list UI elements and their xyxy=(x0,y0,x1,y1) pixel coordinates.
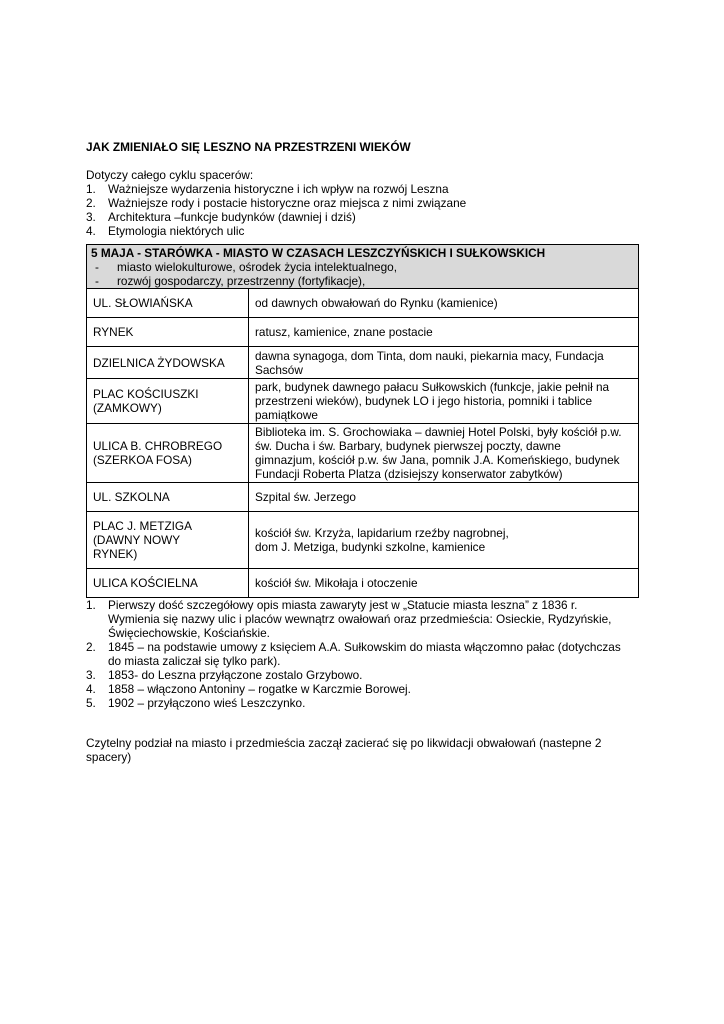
note-number: 1. xyxy=(86,598,96,612)
note-line: 1858 – włączono Antoniny – rogatke w Karczmie Borowej. xyxy=(108,682,411,696)
table-row xyxy=(87,289,639,318)
intro-list-item xyxy=(86,182,638,196)
place-cell xyxy=(87,424,249,483)
history-notes-list xyxy=(86,598,638,710)
list-number: 3. xyxy=(86,210,96,224)
note-line: Wymienia się nazwy ulic i placów wewnątrz owałowań oraz przedmieścia: Osieckie, Rydzyńskie, xyxy=(108,612,612,626)
place-line: (DAWNY NOWY xyxy=(93,533,181,547)
bullet-text: miasto wielokulturowe, ośrodek życia intelektualnego, xyxy=(117,260,397,274)
intro-list-item xyxy=(86,210,638,224)
description-line: Szpital św. Jerzego xyxy=(255,490,356,504)
description-line: Biblioteka im. S. Grochowiaka – dawniej Hotel Polski, były kościół p.w. xyxy=(255,425,622,439)
note-number: 2. xyxy=(86,640,96,654)
note-item xyxy=(86,696,638,710)
note-number: 3. xyxy=(86,668,96,682)
description-cell xyxy=(249,424,639,483)
place-line: (SZERKOA FOSA) xyxy=(93,453,192,467)
note-line: Pierwszy dość szczegółowy opis miasta zawaryty jest w „Statucie miasta leszna” z 1836 r. xyxy=(108,598,578,612)
place-line: (ZAMKOWY) xyxy=(93,401,162,415)
intro-list xyxy=(86,182,638,238)
list-number: 1. xyxy=(86,182,96,196)
description-line: Fundacji Roberta Platza (dzisiejszy konserwator zabytków) xyxy=(255,467,563,481)
intro-heading: Dotyczy całego cyklu spacerów: xyxy=(86,168,254,182)
closing-line: Czytelny podział na miasto i przedmieścia zaczął zacierać się po likwidacji obwałowań (nastepne 2 xyxy=(86,736,602,750)
closing-line: spacery) xyxy=(86,750,132,764)
table-row xyxy=(87,424,639,483)
place-line: UL. SŁOWIAŃSKA xyxy=(93,296,193,310)
table-row xyxy=(87,483,639,512)
place-line: UL. SZKOLNA xyxy=(93,490,170,504)
table-header-row xyxy=(87,245,639,289)
note-item xyxy=(86,682,638,696)
list-text: Ważniejsze rody i postacie historyczne oraz miejsca z nimi związane xyxy=(108,196,467,210)
place-line: ULICA KOŚCIELNA xyxy=(93,576,198,590)
note-item xyxy=(86,668,638,682)
description-cell xyxy=(249,289,639,318)
table-row xyxy=(87,347,639,379)
description-line: kościół św. Krzyża, lapidarium rzeźby nagrobnej, xyxy=(255,526,509,540)
description-cell xyxy=(249,483,639,512)
description-line: pamiątkowe xyxy=(255,408,318,422)
note-number: 4. xyxy=(86,682,96,696)
place-cell xyxy=(87,379,249,424)
table-row xyxy=(87,318,639,347)
document-page xyxy=(86,140,638,764)
place-line: RYNEK) xyxy=(93,547,138,561)
note-line: 1845 – na podstawie umowy z księciem A.A. Sułkowskim do miasta włączomno pałac (dotychczas xyxy=(108,640,621,654)
bullet-dash: - xyxy=(95,260,99,274)
description-line: gimnazjum, kościół p.w. św Jana, pomnik J.A. Komeńskiego, budynek xyxy=(255,453,620,467)
description-cell xyxy=(249,318,639,347)
note-line: 1853- do Leszna przyłączone zostalo Grzybowo. xyxy=(108,668,363,682)
table-row xyxy=(87,512,639,569)
note-item xyxy=(86,598,638,640)
place-cell xyxy=(87,347,249,379)
list-text: Ważniejsze wydarzenia historyczne i ich wpływ na rozwój Leszna xyxy=(108,182,449,196)
description-line: dawna synagoga, dom Tinta, dom nauki, piekarnia macy, Fundacja xyxy=(255,348,604,363)
place-cell xyxy=(87,289,249,318)
place-line: DZIELNICA ŻYDOWSKA xyxy=(93,355,225,370)
note-number: 5. xyxy=(86,696,96,710)
description-cell xyxy=(249,569,639,598)
note-item xyxy=(86,640,638,668)
description-cell xyxy=(249,347,639,379)
header-bullet xyxy=(91,260,634,274)
intro-list-item xyxy=(86,196,638,210)
description-line: ratusz, kamienice, znane postacie xyxy=(255,325,433,339)
place-line: ULICA B. CHROBREGO xyxy=(93,439,223,453)
list-text: Architektura –funkcje budynków (dawniej i dziś) xyxy=(108,210,356,224)
closing-paragraph xyxy=(86,736,638,764)
intro-list-item xyxy=(86,224,638,238)
header-bullet xyxy=(91,274,634,288)
place-cell xyxy=(87,569,249,598)
place-cell xyxy=(87,483,249,512)
description-line: przestrzeni wieków), budynek LO i jego historia, pomniki i tablice xyxy=(255,394,593,408)
list-number: 4. xyxy=(86,224,96,238)
description-cell xyxy=(249,512,639,569)
list-text: Etymologia niektórych ulic xyxy=(108,224,245,238)
table-row xyxy=(87,569,639,598)
bullet-text: rozwój gospodarczy, przestrzenny (fortyfikacje), xyxy=(117,274,366,288)
place-line: RYNEK xyxy=(93,325,134,339)
place-line: PLAC J. METZIGA xyxy=(93,519,192,533)
description-line: od dawnych obwałowań do Rynku (kamienice) xyxy=(255,296,498,310)
table-header-cell xyxy=(87,245,639,289)
route-table xyxy=(86,244,639,598)
table-header-title: 5 MAJA - STARÓWKA - MIASTO W CZASACH LESZCZYŃSKICH I SUŁKOWSKICH xyxy=(91,246,546,260)
list-number: 2. xyxy=(86,196,96,210)
description-line: św. Ducha i św. Barbary, budynek pierwszej poczty, dawne xyxy=(255,439,561,453)
place-cell xyxy=(87,512,249,569)
description-cell xyxy=(249,379,639,424)
description-line: Sachsów xyxy=(255,362,303,377)
place-cell xyxy=(87,318,249,347)
description-line: park, budynek dawnego pałacu Sułkowskich (funkcje, jakie pełnił na xyxy=(255,380,610,394)
table-row xyxy=(87,379,639,424)
bullet-dash: - xyxy=(95,274,99,288)
note-line: Święciechowskie, Kościańskie. xyxy=(108,626,270,640)
document-title: JAK ZMIENIAŁO SIĘ LESZNO NA PRZESTRZENI WIEKÓW xyxy=(86,140,411,154)
note-line: do miasta zaliczał się tylko park). xyxy=(108,654,281,668)
note-line: 1902 – przyłączono wieś Leszczynko. xyxy=(108,696,306,710)
place-line: PLAC KOŚCIUSZKI xyxy=(93,387,199,401)
intro-section xyxy=(86,168,638,238)
description-line: dom J. Metziga, budynki szkolne, kamienice xyxy=(255,540,486,554)
description-line: kościół św. Mikołaja i otoczenie xyxy=(255,576,418,590)
